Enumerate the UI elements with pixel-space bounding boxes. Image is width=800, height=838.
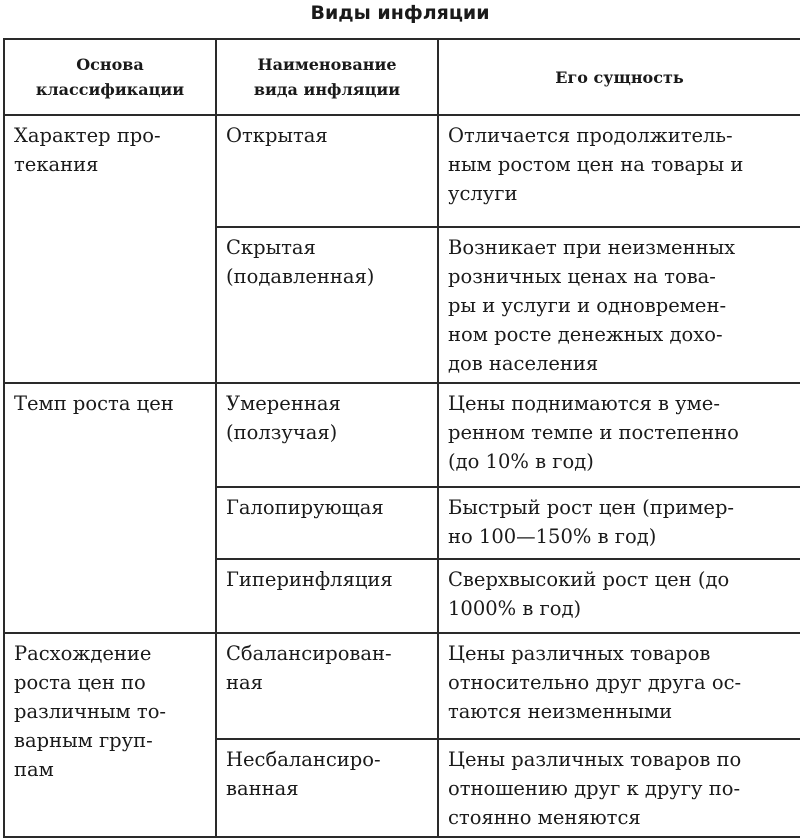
- name-cell: [216, 383, 438, 487]
- essence-text: Цены поднимаются в уме- ренном темпе и постепенно (до 10% в год): [448, 392, 739, 473]
- table-row: [4, 633, 800, 739]
- essence-text: Цены различных товаров относительно друг друга ос- таются неизменными: [448, 642, 742, 723]
- name-cell: [216, 487, 438, 559]
- name-text: Скрытая (подавленная): [226, 236, 375, 288]
- table-row: [4, 383, 800, 487]
- essence-cell: [438, 487, 800, 559]
- basis-cell: [4, 633, 216, 837]
- name-cell: [216, 559, 438, 633]
- essence-text: Сверхвысокий рост цен (до 1000% в год): [448, 568, 730, 620]
- essence-text: Возникает при неизменных розничных ценах на това- ры и услуги и одновремен- ном росте денежных дохо- дов населения: [448, 236, 736, 375]
- basis-text: Расхождение роста цен по различным то- варным груп- пам: [14, 642, 167, 781]
- essence-cell: [438, 115, 800, 227]
- name-text: Гиперинфляция: [226, 568, 393, 591]
- page-title: Виды инфляции: [310, 2, 490, 24]
- table-row: [4, 115, 800, 227]
- essence-cell: [438, 227, 800, 383]
- name-cell: [216, 633, 438, 739]
- name-text: Сбалансирован- ная: [226, 642, 392, 694]
- essence-text: Быстрый рост цен (пример- но 100—150% в год): [448, 496, 735, 548]
- basis-cell: [4, 383, 216, 633]
- name-text: Галопирующая: [226, 496, 384, 519]
- name-cell: [216, 227, 438, 383]
- essence-cell: [438, 559, 800, 633]
- basis-text: Темп роста цен: [14, 392, 174, 415]
- name-text: Умеренная (ползучая): [226, 392, 341, 444]
- essence-text: Отличается продолжитель- ным ростом цен на товары и услуги: [448, 124, 744, 205]
- basis-cell: [4, 115, 216, 383]
- name-cell: [216, 115, 438, 227]
- essence-cell: [438, 739, 800, 837]
- name-cell: [216, 739, 438, 837]
- basis-text: Характер про- текания: [14, 124, 161, 176]
- name-text: Несбалансиро- ванная: [226, 748, 381, 800]
- inflation-types-table: [3, 38, 800, 838]
- header-essence: Его сущность: [438, 39, 800, 115]
- header-basis: Основа классификации: [4, 39, 216, 115]
- essence-cell: [438, 633, 800, 739]
- name-text: Открытая: [226, 124, 328, 147]
- essence-text: Цены различных товаров по отношению друг к другу по- стоянно меняются: [448, 748, 742, 829]
- header-name: Наименование вида инфляции: [216, 39, 438, 115]
- essence-cell: [438, 383, 800, 487]
- header-row: [4, 39, 800, 115]
